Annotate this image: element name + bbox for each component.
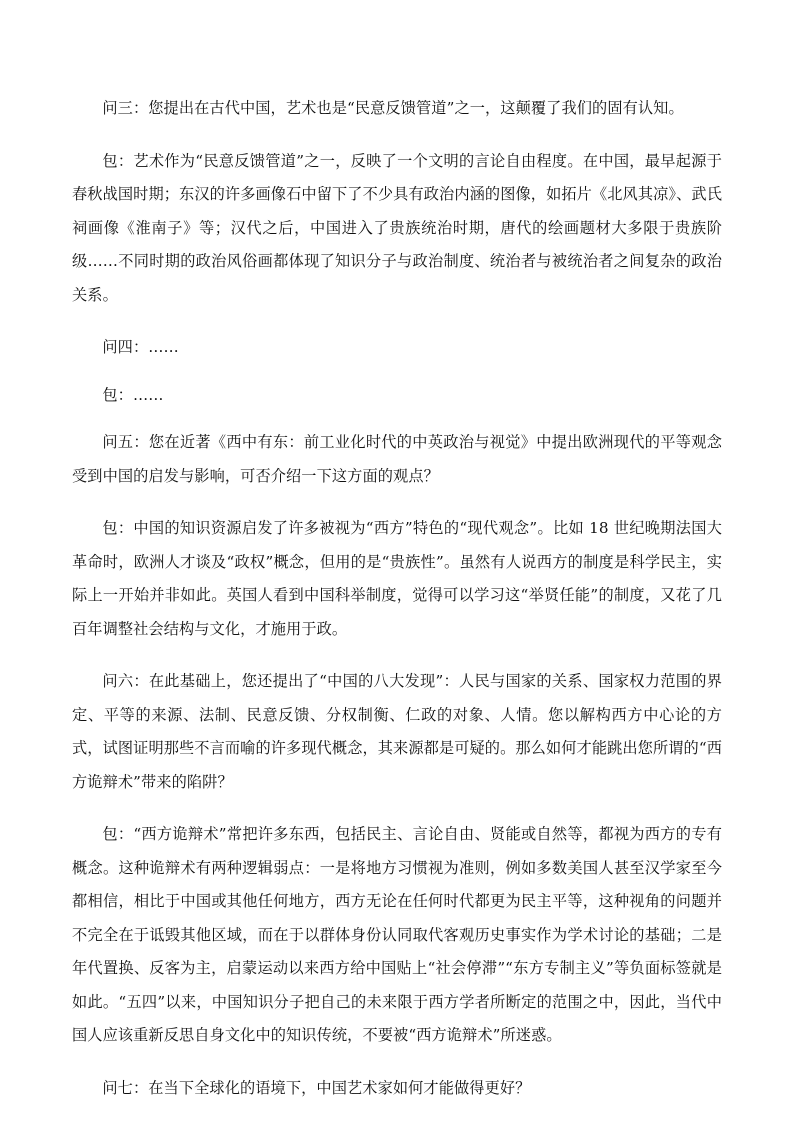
question-4: 问四：…… xyxy=(102,338,179,356)
question-6: 问六：在此基础上，您还提出了“中国的八大发现”：人民与国家的关系、国家权力范围的界定、平等的来源、法制、民意反馈、分权制衡、仁政的对象、人情。您以解构西方中心论的方式，试图证明那些不言而喻的许多现代概念，其来源都是可疑的。那么如何才能跳出您所谓的“西方诡辩术”带来的陷阱？ xyxy=(72,672,722,791)
answer-4: 包：…… xyxy=(102,385,164,404)
answer-5: 包：中国的知识资源启发了许多被视为“西方”特色的“现代观念”。比如 18 世纪晚期法国大革命时，欧洲人才谈及“政权”概念，但用的是“贵族性”。虽然有人说西方的制度是科学民主，实际上一开始并非如此。英国人看到中国科举制度，觉得可以学习这“举贤任能”的制度，又花了几百年调整社会结构与文化，才施用于政。 xyxy=(72,519,722,638)
document-body xyxy=(72,92,722,1124)
question-5: 问五：您在近著《西中有东：前工业化时代的中英政治与视觉》中提出欧洲现代的平等观念受到中国的启发与影响，可否介绍一下这方面的观点？ xyxy=(72,433,722,485)
question-3: 问三：您提出在古代中国，艺术也是“民意反馈管道”之一，这颠覆了我们的固有认知。 xyxy=(102,99,684,117)
answer-3: 包：艺术作为“民意反馈管道”之一，反映了一个文明的言论自由程度。在中国，最早起源于春秋战国时期；东汉的许多画像石中留下了不少具有政治内涵的图像，如拓片《北风其凉》、武氏祠画像《淮南子》等；汉代之后，中国进入了贵族统治时期，唐代的绘画题材大多限于贵族阶级……不同时期的政治风俗画都体现了知识分子与政治制度、统治者与被统治者之间复杂的政治关系。 xyxy=(72,151,722,304)
answer-6: 包：“西方诡辩术”常把许多东西，包括民主、言论自由、贤能或自然等，都视为西方的专有概念。这种诡辩术有两种逻辑弱点：一是将地方习惯视为准则，例如多数美国人甚至汉学家至今都相信，相比于中国或其他任何地方，西方无论在任何时代都更为民主平等，这种视角的问题并不完全在于诋毁其他区域，而在于以群体身份认同取代客观历史事实作为学术讨论的基础；二是年代置换、反客为主，启蒙运动以来西方给中国贴上“社会停滞”“东方专制主义”等负面标签就是如此。“五四”以来，中国知识分子把自己的未来限于西方学者所断定的范围之中，因此，当代中国人应该重新反思自身文化中的知识传统，不要被“西方诡辩术”所迷惑。 xyxy=(72,825,722,1044)
question-7: 问七：在当下全球化的语境下，中国艺术家如何才能做得更好？ xyxy=(102,1078,531,1097)
